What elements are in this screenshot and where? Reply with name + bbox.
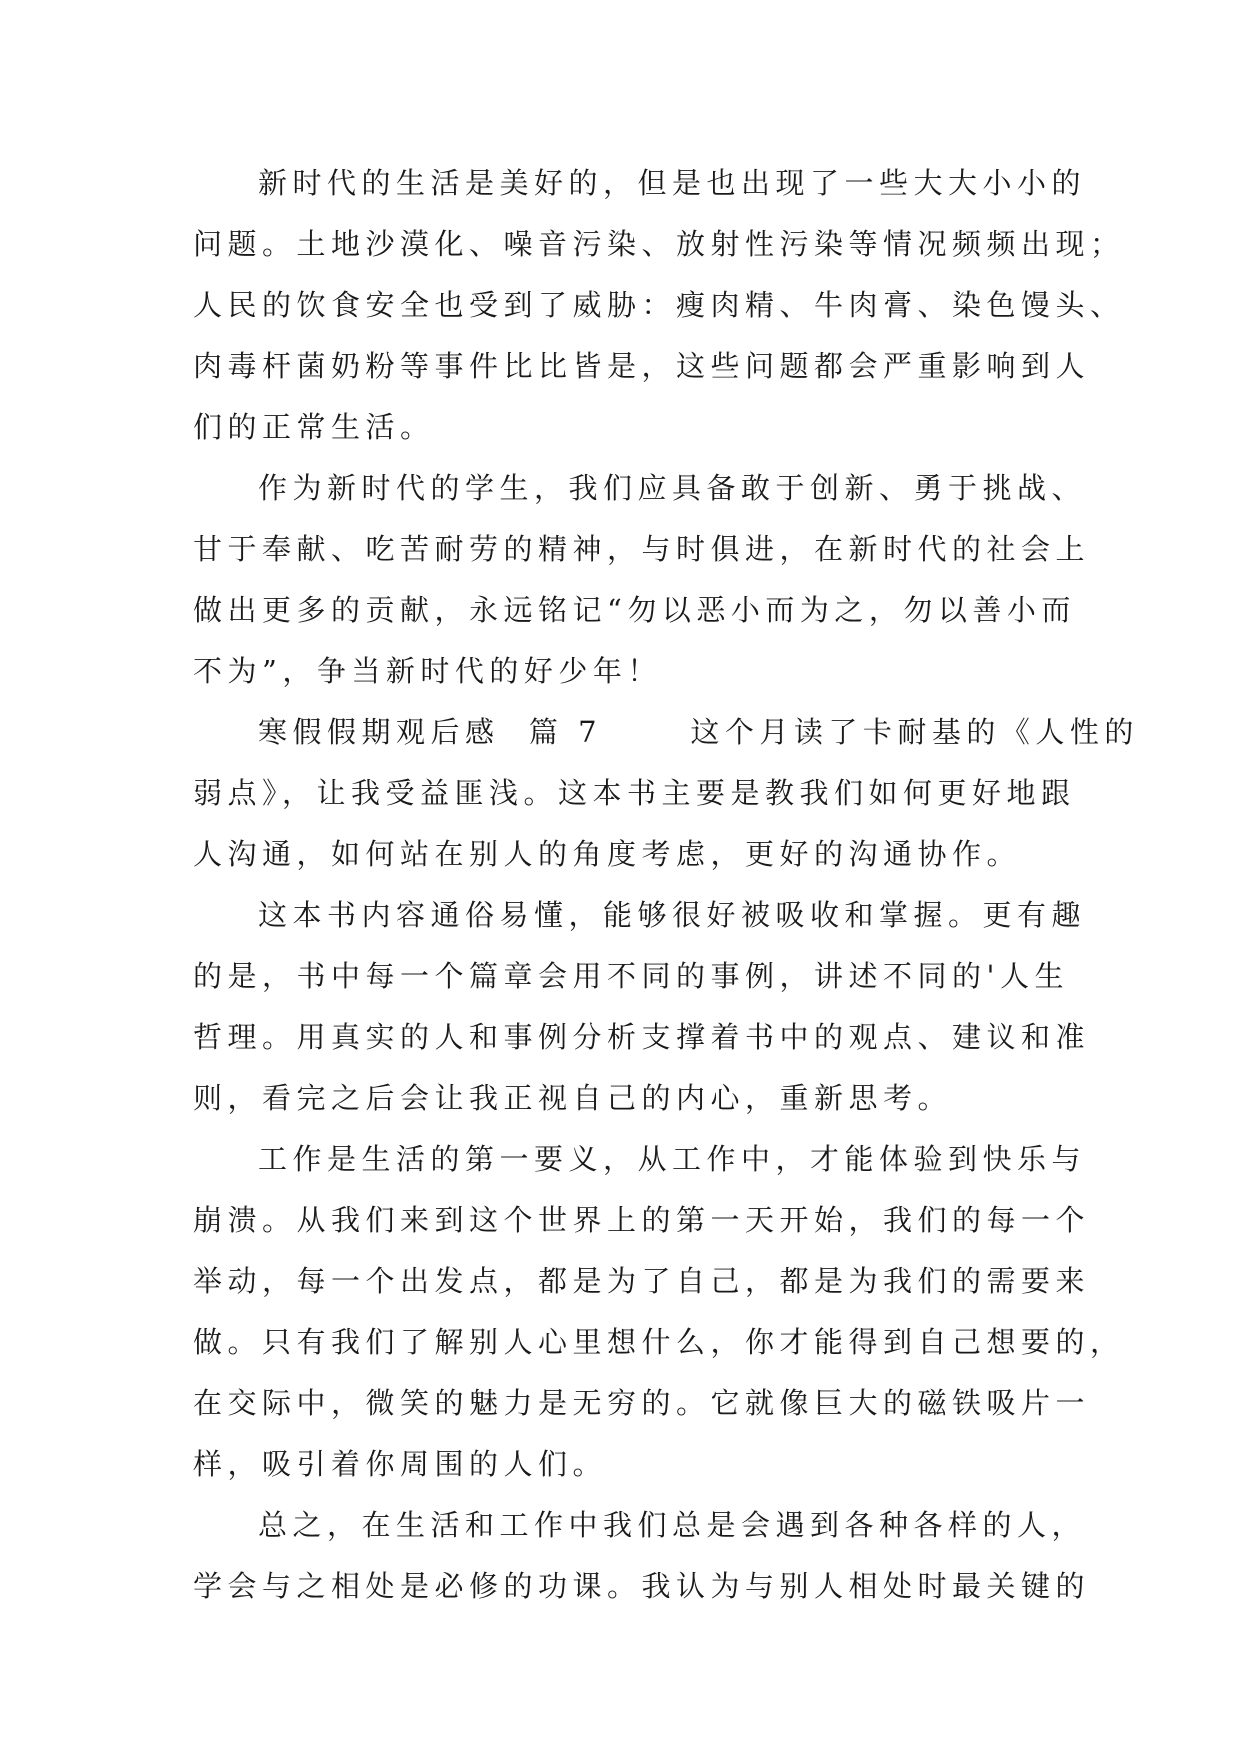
- paragraph: [193, 1129, 1125, 1495]
- text-line: 新时代的生活是美好的，但是也出现了一些大大小小的: [258, 166, 1087, 200]
- text-line: 学会与之相处是必修的功课。我认为与别人相处时最关键的: [193, 1569, 1091, 1603]
- text-line: 甘于奉献、吃苦耐劳的精神，与时俱进，在新时代的社会上: [193, 532, 1091, 566]
- paragraph: [193, 153, 1125, 458]
- text-line: 作为新时代的学生，我们应具备敢于创新、勇于挑战、: [258, 471, 1087, 505]
- text-line: 举动，每一个出发点，都是为了自己，都是为我们的需要来: [193, 1264, 1091, 1298]
- document-body: [193, 153, 1139, 1617]
- text-line: 做出更多的贡献，永远铭记“勿以恶小而为之，勿以善小而: [193, 593, 1076, 627]
- text-line: 样，吸引着你周围的人们。: [193, 1447, 608, 1481]
- text-line: 不为”，争当新时代的好少年！: [193, 654, 662, 688]
- paragraph: [193, 885, 1091, 1129]
- text-line: 肉毒杆菌奶粉等事件比比皆是，这些问题都会严重影响到人: [193, 349, 1091, 383]
- paragraph: [193, 1495, 1091, 1617]
- text-line: 在交际中，微笑的魅力是无穷的。它就像巨大的磁铁吸片一: [193, 1386, 1091, 1420]
- text-line: 们的正常生活。: [193, 410, 435, 444]
- paragraph: [193, 458, 1091, 702]
- text-line: 则，看完之后会让我正视自己的内心，重新思考。: [193, 1081, 953, 1115]
- text-line: 人民的饮食安全也受到了威胁：瘦肉精、牛肉膏、染色馒头、: [193, 288, 1125, 322]
- text-line: 崩溃。从我们来到这个世界上的第一天开始，我们的每一个: [193, 1203, 1091, 1237]
- text-line: 寒假假期观后感 篇 7 这个月读了卡耐基的《人性的: [258, 715, 1139, 749]
- paragraph: [193, 702, 1139, 885]
- text-line: 问题。土地沙漠化、噪音污染、放射性污染等情况频频出现；: [193, 227, 1125, 261]
- text-line: 工作是生活的第一要义，从工作中，才能体验到快乐与: [258, 1142, 1087, 1176]
- text-line: 人沟通，如何站在别人的角度考虑，更好的沟通协作。: [193, 837, 1022, 871]
- text-line: 这本书内容通俗易懂，能够很好被吸收和掌握。更有趣: [258, 898, 1087, 932]
- text-line: 总之，在生活和工作中我们总是会遇到各种各样的人，: [258, 1508, 1087, 1542]
- text-line: 哲理。用真实的人和事例分析支撑着书中的观点、建议和准: [193, 1020, 1091, 1054]
- text-line: 做。只有我们了解别人心里想什么，你才能得到自己想要的，: [193, 1325, 1125, 1359]
- text-line: 弱点》，让我受益匪浅。这本书主要是教我们如何更好地跟: [193, 776, 1076, 810]
- text-line: 的是，书中每一个篇章会用不同的事例，讲述不同的'人生: [193, 959, 1069, 993]
